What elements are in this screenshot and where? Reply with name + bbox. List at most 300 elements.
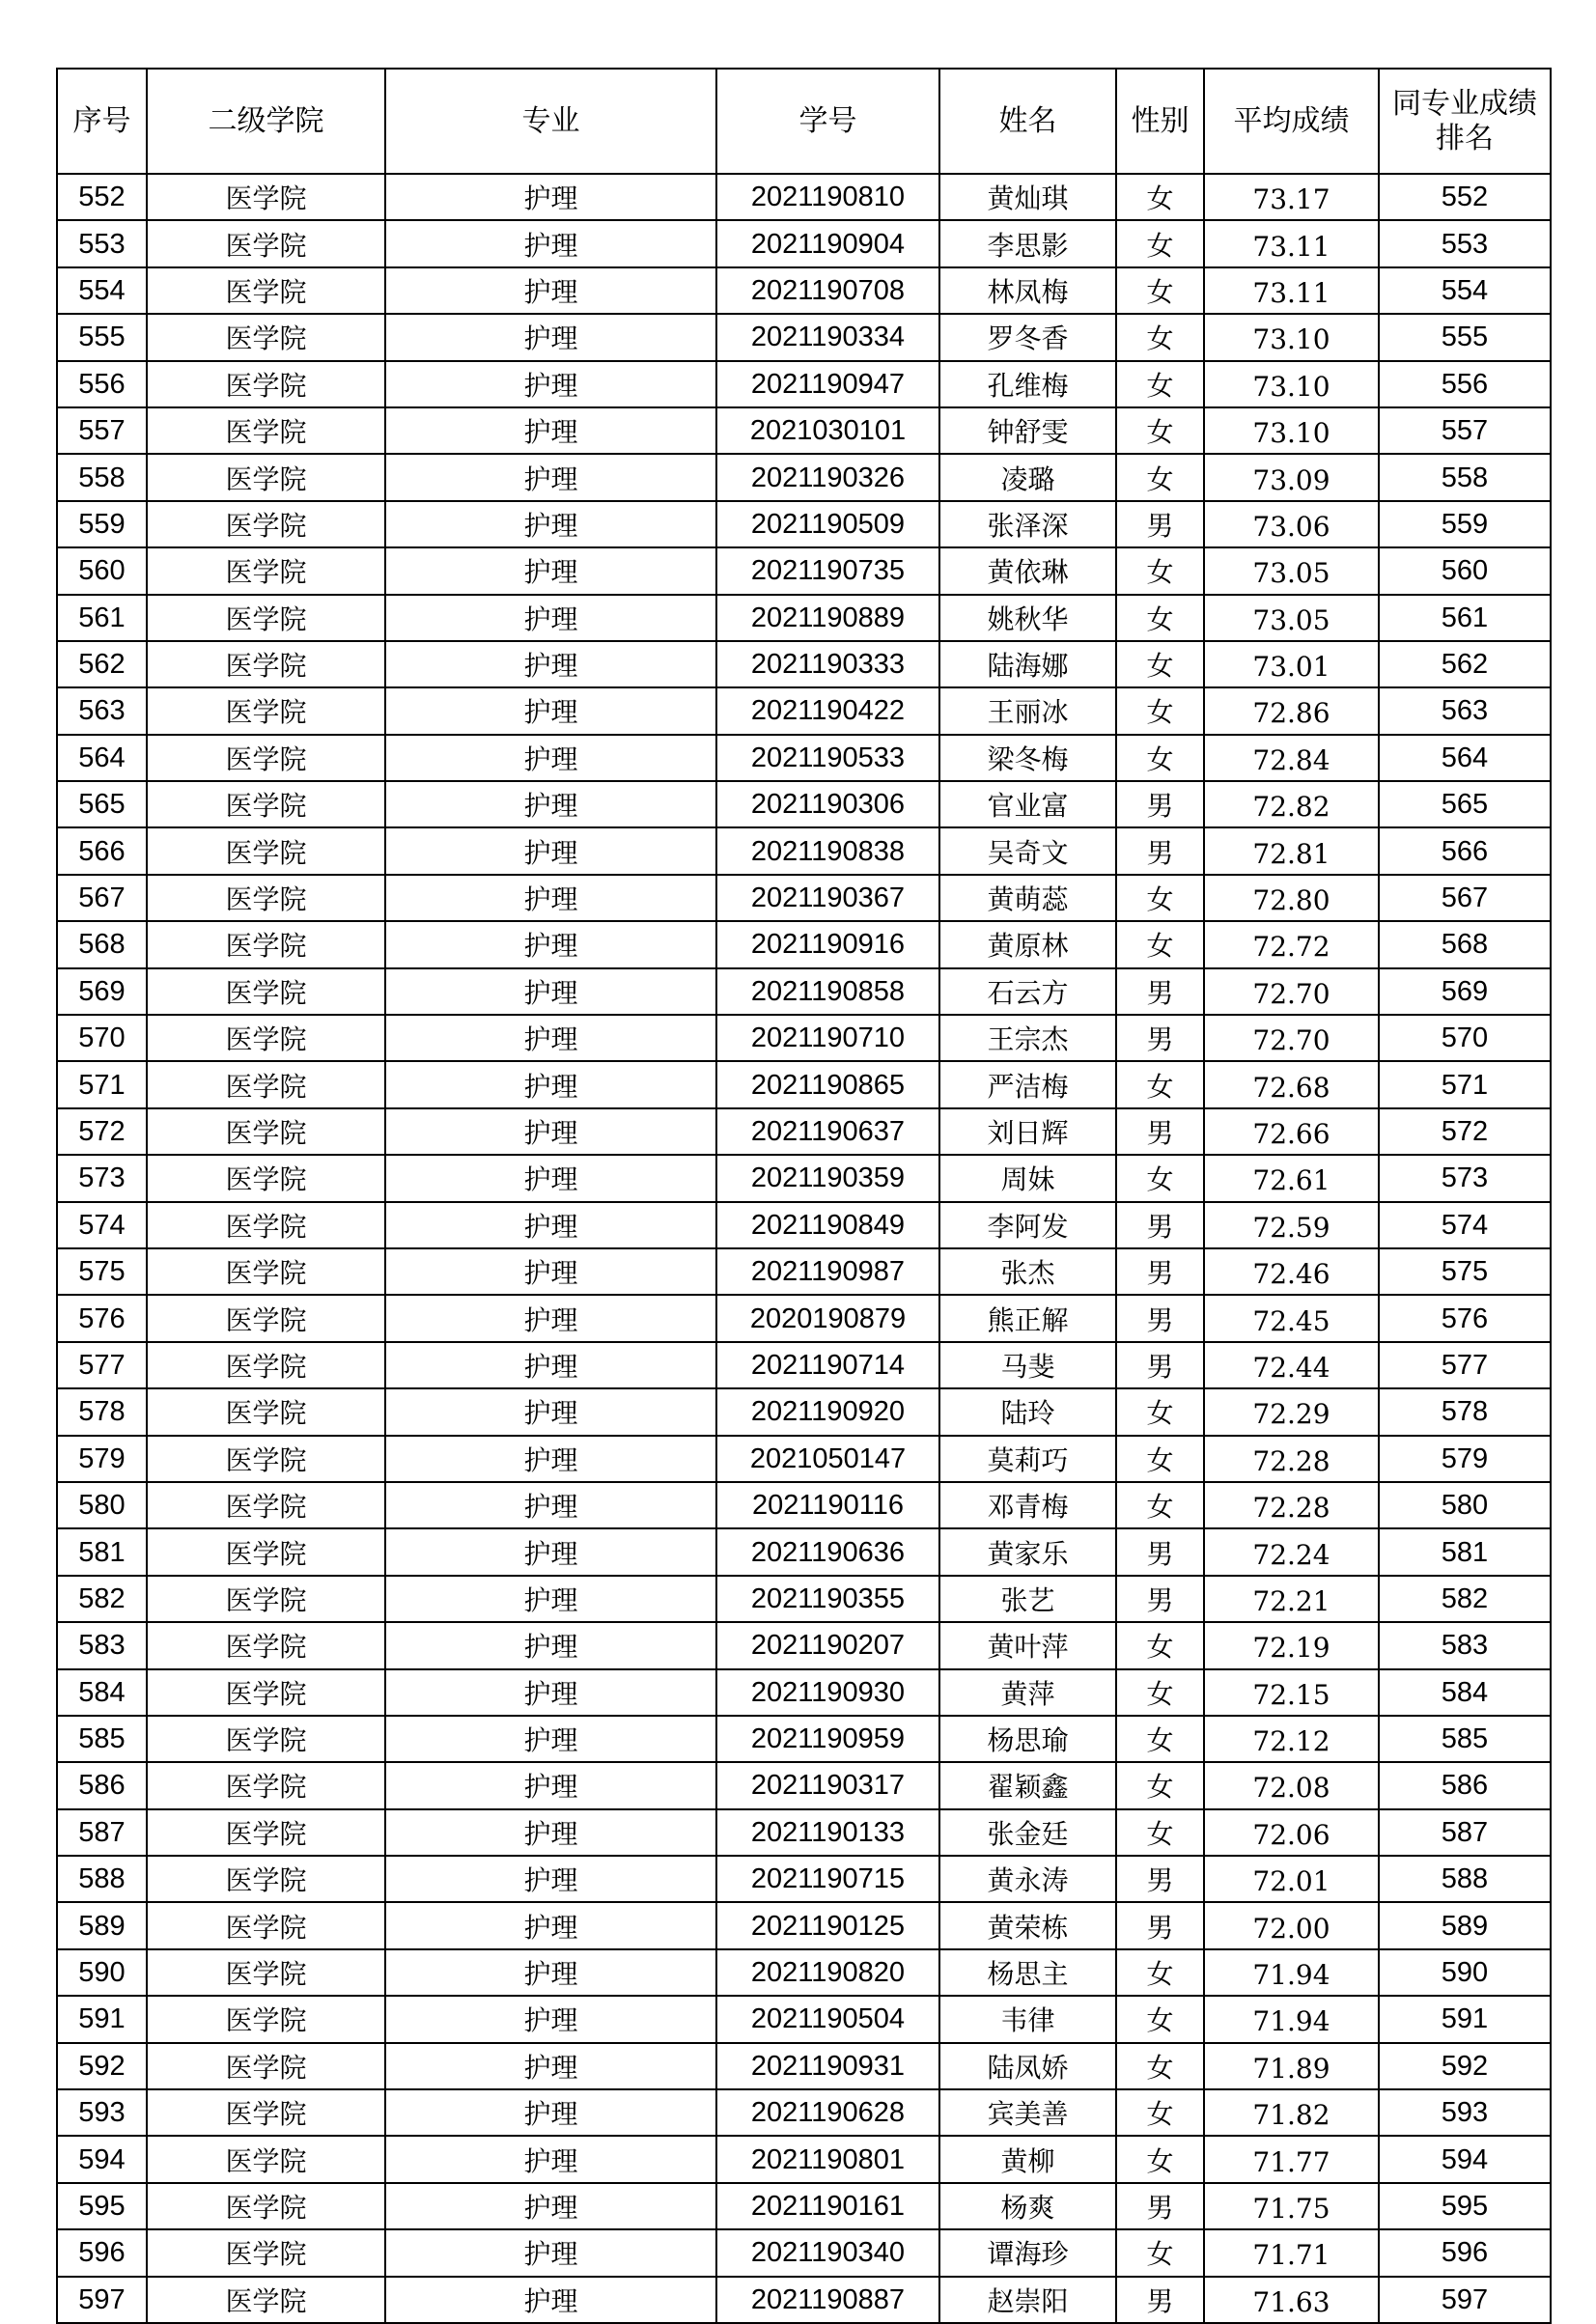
score-cell: 73.01 [1204, 641, 1379, 687]
student-id-cell: 2021190422 [716, 687, 939, 734]
major-cell: 护理 [385, 407, 716, 454]
score-cell: 72.28 [1204, 1482, 1379, 1528]
college-cell: 医学院 [147, 1436, 385, 1482]
rank-cell: 593 [1379, 2089, 1551, 2136]
gender-cell: 男 [1116, 1015, 1204, 1061]
college-cell: 医学院 [147, 1108, 385, 1155]
name-cell: 邓青梅 [939, 1482, 1116, 1528]
rank-cell: 552 [1379, 174, 1551, 220]
seq-cell: 588 [57, 1856, 147, 1902]
gender-cell: 女 [1116, 1949, 1204, 1996]
gender-cell: 女 [1116, 454, 1204, 500]
seq-cell: 578 [57, 1388, 147, 1435]
score-cell: 72.68 [1204, 1061, 1379, 1107]
major-cell: 护理 [385, 267, 716, 314]
student-id-cell: 2021190810 [716, 174, 939, 220]
gender-cell: 男 [1116, 968, 1204, 1015]
seq-cell: 576 [57, 1295, 147, 1341]
name-cell: 黄原林 [939, 921, 1116, 967]
rank-cell: 590 [1379, 1949, 1551, 1996]
gender-cell: 男 [1116, 1342, 1204, 1388]
major-cell: 护理 [385, 361, 716, 407]
seq-cell: 596 [57, 2229, 147, 2276]
name-cell: 张艺 [939, 1576, 1116, 1622]
table-row [57, 1295, 1551, 1341]
score-cell: 71.94 [1204, 1949, 1379, 1996]
college-cell: 医学院 [147, 1669, 385, 1716]
name-cell: 莫莉巧 [939, 1436, 1116, 1482]
college-cell: 医学院 [147, 1155, 385, 1201]
table-row [57, 595, 1551, 641]
major-cell: 护理 [385, 2136, 716, 2182]
gender-cell: 男 [1116, 1248, 1204, 1295]
college-cell: 医学院 [147, 1576, 385, 1622]
rank-cell: 576 [1379, 1295, 1551, 1341]
gender-cell: 女 [1116, 174, 1204, 220]
gender-cell: 女 [1116, 1436, 1204, 1482]
student-id-cell: 2021190959 [716, 1716, 939, 1762]
college-cell: 医学院 [147, 781, 385, 827]
score-cell: 72.12 [1204, 1716, 1379, 1762]
seq-cell: 582 [57, 1576, 147, 1622]
name-cell: 刘日辉 [939, 1108, 1116, 1155]
student-id-cell: 2021190207 [716, 1622, 939, 1668]
student-id-cell: 2021190820 [716, 1949, 939, 1996]
score-cell: 73.06 [1204, 501, 1379, 547]
gender-cell: 女 [1116, 1061, 1204, 1107]
score-cell: 73.05 [1204, 595, 1379, 641]
score-cell: 71.94 [1204, 1996, 1379, 2042]
college-cell: 医学院 [147, 1248, 385, 1295]
gender-cell: 女 [1116, 407, 1204, 454]
table-row [57, 1576, 1551, 1622]
seq-cell: 585 [57, 1716, 147, 1762]
student-id-cell: 2021190334 [716, 314, 939, 360]
college-cell: 医学院 [147, 735, 385, 781]
name-cell: 谭海珍 [939, 2229, 1116, 2276]
college-cell: 医学院 [147, 407, 385, 454]
seq-cell: 564 [57, 735, 147, 781]
student-id-cell: 2021190708 [716, 267, 939, 314]
rank-cell: 580 [1379, 1482, 1551, 1528]
table-row [57, 2089, 1551, 2136]
major-cell: 护理 [385, 968, 716, 1015]
table-row [57, 2277, 1551, 2323]
gender-cell: 女 [1116, 2043, 1204, 2089]
college-cell: 医学院 [147, 1902, 385, 1948]
rank-cell: 592 [1379, 2043, 1551, 2089]
major-cell: 护理 [385, 2183, 716, 2229]
major-cell: 护理 [385, 1528, 716, 1575]
table-row [57, 687, 1551, 734]
rank-cell: 566 [1379, 827, 1551, 874]
college-cell: 医学院 [147, 2089, 385, 2136]
student-id-cell: 2021190504 [716, 1996, 939, 2042]
rank-cell: 569 [1379, 968, 1551, 1015]
seq-cell: 557 [57, 407, 147, 454]
header-row [57, 69, 1551, 174]
seq-cell: 558 [57, 454, 147, 500]
major-cell: 护理 [385, 1061, 716, 1107]
name-cell: 黄永涛 [939, 1856, 1116, 1902]
header-major: 专业 [385, 69, 716, 174]
rank-cell: 557 [1379, 407, 1551, 454]
name-cell: 王宗杰 [939, 1015, 1116, 1061]
table-row [57, 875, 1551, 921]
rank-cell: 560 [1379, 547, 1551, 594]
name-cell: 黄萌蕊 [939, 875, 1116, 921]
seq-cell: 567 [57, 875, 147, 921]
student-id-cell: 2021190889 [716, 595, 939, 641]
college-cell: 医学院 [147, 220, 385, 266]
score-cell: 72.21 [1204, 1576, 1379, 1622]
rank-cell: 567 [1379, 875, 1551, 921]
college-cell: 医学院 [147, 2229, 385, 2276]
student-id-cell: 2021190801 [716, 2136, 939, 2182]
student-id-cell: 2021190916 [716, 921, 939, 967]
major-cell: 护理 [385, 921, 716, 967]
seq-cell: 562 [57, 641, 147, 687]
rank-cell: 573 [1379, 1155, 1551, 1201]
rank-cell: 588 [1379, 1856, 1551, 1902]
table-row [57, 361, 1551, 407]
header-average-score: 平均成绩 [1204, 69, 1379, 174]
student-id-cell: 2021190161 [716, 2183, 939, 2229]
name-cell: 孔维梅 [939, 361, 1116, 407]
college-cell: 医学院 [147, 641, 385, 687]
name-cell: 周妹 [939, 1155, 1116, 1201]
student-id-cell: 2021190533 [716, 735, 939, 781]
table-row [57, 827, 1551, 874]
student-id-cell: 2021190904 [716, 220, 939, 266]
major-cell: 护理 [385, 2229, 716, 2276]
gender-cell: 女 [1116, 1809, 1204, 1856]
score-cell: 73.17 [1204, 174, 1379, 220]
name-cell: 严洁梅 [939, 1061, 1116, 1107]
major-cell: 护理 [385, 454, 716, 500]
score-cell: 72.72 [1204, 921, 1379, 967]
student-id-cell: 2021190367 [716, 875, 939, 921]
score-cell: 72.45 [1204, 1295, 1379, 1341]
name-cell: 杨思瑜 [939, 1716, 1116, 1762]
student-id-cell: 2021190849 [716, 1202, 939, 1248]
name-cell: 林凤梅 [939, 267, 1116, 314]
header-major-rank: 同专业成绩排名 [1379, 69, 1551, 174]
table-row [57, 1716, 1551, 1762]
score-cell: 73.11 [1204, 267, 1379, 314]
gender-cell: 男 [1116, 1576, 1204, 1622]
rank-cell: 571 [1379, 1061, 1551, 1107]
major-cell: 护理 [385, 1436, 716, 1482]
score-cell: 72.66 [1204, 1108, 1379, 1155]
table-row [57, 407, 1551, 454]
major-cell: 护理 [385, 1108, 716, 1155]
name-cell: 张泽深 [939, 501, 1116, 547]
rank-cell: 596 [1379, 2229, 1551, 2276]
major-cell: 护理 [385, 1996, 716, 2042]
seq-cell: 591 [57, 1996, 147, 2042]
college-cell: 医学院 [147, 2136, 385, 2182]
major-cell: 护理 [385, 314, 716, 360]
name-cell: 翟颖鑫 [939, 1762, 1116, 1808]
score-cell: 72.28 [1204, 1436, 1379, 1482]
seq-cell: 566 [57, 827, 147, 874]
rank-cell: 584 [1379, 1669, 1551, 1716]
seq-cell: 575 [57, 1248, 147, 1295]
header-seq: 序号 [57, 69, 147, 174]
seq-cell: 555 [57, 314, 147, 360]
gender-cell: 女 [1116, 2229, 1204, 2276]
table-row [57, 501, 1551, 547]
student-id-cell: 2021190333 [716, 641, 939, 687]
major-cell: 护理 [385, 1482, 716, 1528]
rank-cell: 591 [1379, 1996, 1551, 2042]
major-cell: 护理 [385, 174, 716, 220]
gender-cell: 女 [1116, 1996, 1204, 2042]
seq-cell: 583 [57, 1622, 147, 1668]
major-cell: 护理 [385, 1202, 716, 1248]
rank-cell: 568 [1379, 921, 1551, 967]
student-id-cell: 2021190509 [716, 501, 939, 547]
gender-cell: 女 [1116, 687, 1204, 734]
student-id-cell: 2021190714 [716, 1342, 939, 1388]
seq-cell: 584 [57, 1669, 147, 1716]
college-cell: 医学院 [147, 1528, 385, 1575]
name-cell: 陆玲 [939, 1388, 1116, 1435]
name-cell: 李思影 [939, 220, 1116, 266]
name-cell: 姚秋华 [939, 595, 1116, 641]
student-id-cell: 2021190359 [716, 1155, 939, 1201]
score-cell: 73.09 [1204, 454, 1379, 500]
college-cell: 医学院 [147, 1061, 385, 1107]
rank-cell: 581 [1379, 1528, 1551, 1575]
score-cell: 72.19 [1204, 1622, 1379, 1668]
college-cell: 医学院 [147, 314, 385, 360]
table-row [57, 1388, 1551, 1435]
score-cell: 73.10 [1204, 361, 1379, 407]
table-row [57, 1856, 1551, 1902]
name-cell: 杨思主 [939, 1949, 1116, 1996]
gender-cell: 女 [1116, 314, 1204, 360]
seq-cell: 572 [57, 1108, 147, 1155]
college-cell: 医学院 [147, 2043, 385, 2089]
name-cell: 钟舒雯 [939, 407, 1116, 454]
score-cell: 72.80 [1204, 875, 1379, 921]
gender-cell: 男 [1116, 827, 1204, 874]
name-cell: 黄依琳 [939, 547, 1116, 594]
gender-cell: 男 [1116, 1902, 1204, 1948]
score-cell: 72.24 [1204, 1528, 1379, 1575]
name-cell: 黄萍 [939, 1669, 1116, 1716]
college-cell: 医学院 [147, 595, 385, 641]
table-row [57, 2183, 1551, 2229]
major-cell: 护理 [385, 501, 716, 547]
student-id-cell: 2021190735 [716, 547, 939, 594]
rank-cell: 574 [1379, 1202, 1551, 1248]
rank-cell: 562 [1379, 641, 1551, 687]
student-id-cell: 2021190306 [716, 781, 939, 827]
score-cell: 71.77 [1204, 2136, 1379, 2182]
major-cell: 护理 [385, 1576, 716, 1622]
seq-cell: 577 [57, 1342, 147, 1388]
seq-cell: 569 [57, 968, 147, 1015]
name-cell: 赵崇阳 [939, 2277, 1116, 2323]
major-cell: 护理 [385, 2089, 716, 2136]
student-id-cell: 2021190355 [716, 1576, 939, 1622]
score-cell: 72.44 [1204, 1342, 1379, 1388]
score-cell: 72.59 [1204, 1202, 1379, 1248]
major-cell: 护理 [385, 827, 716, 874]
major-cell: 护理 [385, 687, 716, 734]
table-row [57, 1202, 1551, 1248]
rank-cell: 586 [1379, 1762, 1551, 1808]
score-cell: 72.46 [1204, 1248, 1379, 1295]
name-cell: 马斐 [939, 1342, 1116, 1388]
table-row [57, 1342, 1551, 1388]
student-id-cell: 2021190116 [716, 1482, 939, 1528]
gender-cell: 女 [1116, 1155, 1204, 1201]
seq-cell: 568 [57, 921, 147, 967]
seq-cell: 580 [57, 1482, 147, 1528]
name-cell: 官业富 [939, 781, 1116, 827]
seq-cell: 589 [57, 1902, 147, 1948]
header-gender: 性别 [1116, 69, 1204, 174]
student-id-cell: 2021190133 [716, 1809, 939, 1856]
major-cell: 护理 [385, 875, 716, 921]
name-cell: 张金廷 [939, 1809, 1116, 1856]
college-cell: 医学院 [147, 1202, 385, 1248]
major-cell: 护理 [385, 1015, 716, 1061]
seq-cell: 560 [57, 547, 147, 594]
student-id-cell: 2021030101 [716, 407, 939, 454]
seq-cell: 554 [57, 267, 147, 314]
major-cell: 护理 [385, 547, 716, 594]
gender-cell: 女 [1116, 2089, 1204, 2136]
gender-cell: 男 [1116, 501, 1204, 547]
college-cell: 医学院 [147, 1949, 385, 1996]
table-row [57, 1528, 1551, 1575]
score-cell: 72.00 [1204, 1902, 1379, 1948]
gender-cell: 女 [1116, 735, 1204, 781]
rank-cell: 564 [1379, 735, 1551, 781]
college-cell: 医学院 [147, 1622, 385, 1668]
table-row [57, 1436, 1551, 1482]
college-cell: 医学院 [147, 1295, 385, 1341]
student-id-cell: 2021190865 [716, 1061, 939, 1107]
student-id-cell: 2020190879 [716, 1295, 939, 1341]
score-cell: 72.15 [1204, 1669, 1379, 1716]
score-cell: 72.70 [1204, 968, 1379, 1015]
table-row [57, 1482, 1551, 1528]
table-row [57, 174, 1551, 220]
seq-cell: 570 [57, 1015, 147, 1061]
student-id-cell: 2021190947 [716, 361, 939, 407]
seq-cell: 581 [57, 1528, 147, 1575]
college-cell: 医学院 [147, 267, 385, 314]
gender-cell: 女 [1116, 875, 1204, 921]
major-cell: 护理 [385, 220, 716, 266]
score-cell: 72.70 [1204, 1015, 1379, 1061]
major-cell: 护理 [385, 1155, 716, 1201]
major-cell: 护理 [385, 1856, 716, 1902]
table-row [57, 1155, 1551, 1201]
table-row [57, 1809, 1551, 1856]
major-cell: 护理 [385, 1342, 716, 1388]
name-cell: 张杰 [939, 1248, 1116, 1295]
name-cell: 黄家乐 [939, 1528, 1116, 1575]
table-row [57, 781, 1551, 827]
college-cell: 医学院 [147, 1015, 385, 1061]
score-cell: 72.82 [1204, 781, 1379, 827]
table-row [57, 968, 1551, 1015]
name-cell: 黄叶萍 [939, 1622, 1116, 1668]
score-cell: 73.05 [1204, 547, 1379, 594]
seq-cell: 563 [57, 687, 147, 734]
seq-cell: 587 [57, 1809, 147, 1856]
name-cell: 王丽冰 [939, 687, 1116, 734]
college-cell: 医学院 [147, 1342, 385, 1388]
major-cell: 护理 [385, 735, 716, 781]
rank-cell: 575 [1379, 1248, 1551, 1295]
table-row [57, 220, 1551, 266]
score-cell: 72.86 [1204, 687, 1379, 734]
rank-cell: 570 [1379, 1015, 1551, 1061]
table-row [57, 2043, 1551, 2089]
table-row [57, 454, 1551, 500]
rank-cell: 565 [1379, 781, 1551, 827]
college-cell: 医学院 [147, 921, 385, 967]
student-id-cell: 2021190125 [716, 1902, 939, 1948]
gender-cell: 女 [1116, 1762, 1204, 1808]
student-id-cell: 2021190628 [716, 2089, 939, 2136]
college-cell: 医学院 [147, 454, 385, 500]
seq-cell: 592 [57, 2043, 147, 2089]
score-cell: 71.75 [1204, 2183, 1379, 2229]
table-row [57, 267, 1551, 314]
name-cell: 杨爽 [939, 2183, 1116, 2229]
rank-cell: 561 [1379, 595, 1551, 641]
score-cell: 71.89 [1204, 2043, 1379, 2089]
seq-cell: 573 [57, 1155, 147, 1201]
major-cell: 护理 [385, 1716, 716, 1762]
name-cell: 凌璐 [939, 454, 1116, 500]
table-row [57, 2136, 1551, 2182]
college-cell: 医学院 [147, 1762, 385, 1808]
major-cell: 护理 [385, 1669, 716, 1716]
table-row [57, 1669, 1551, 1716]
name-cell: 梁冬梅 [939, 735, 1116, 781]
college-cell: 医学院 [147, 687, 385, 734]
college-cell: 医学院 [147, 2183, 385, 2229]
table-row [57, 1108, 1551, 1155]
student-id-cell: 2021190838 [716, 827, 939, 874]
rank-cell: 572 [1379, 1108, 1551, 1155]
seq-cell: 574 [57, 1202, 147, 1248]
rank-cell: 595 [1379, 2183, 1551, 2229]
seq-cell: 595 [57, 2183, 147, 2229]
major-cell: 护理 [385, 1949, 716, 1996]
student-id-cell: 2021190930 [716, 1669, 939, 1716]
score-cell: 71.71 [1204, 2229, 1379, 2276]
rank-cell: 553 [1379, 220, 1551, 266]
name-cell: 黄柳 [939, 2136, 1116, 2182]
rank-cell: 597 [1379, 2277, 1551, 2323]
header-college: 二级学院 [147, 69, 385, 174]
score-cell: 72.29 [1204, 1388, 1379, 1435]
college-cell: 医学院 [147, 1809, 385, 1856]
rank-cell: 589 [1379, 1902, 1551, 1948]
table-row [57, 1015, 1551, 1061]
